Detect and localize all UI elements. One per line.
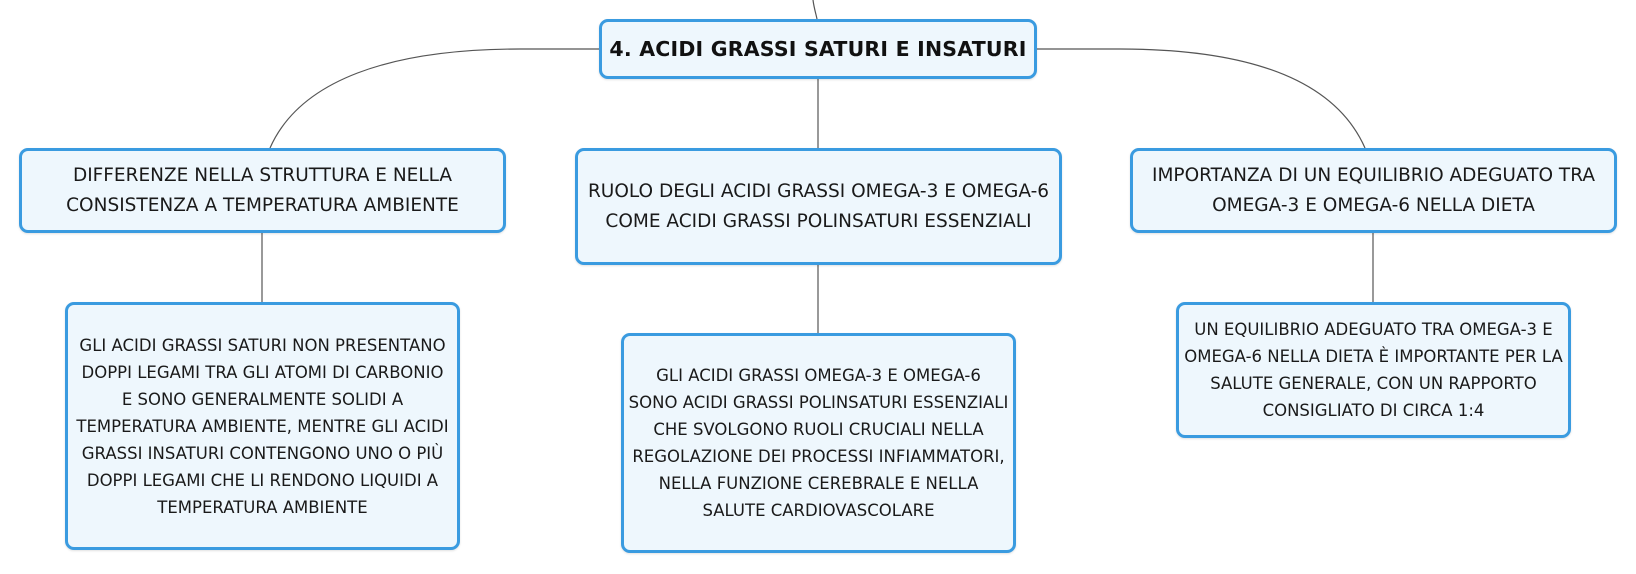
detail-node-omega-balance[interactable]	[1176, 302, 1571, 438]
subtopic-node-structure-differences[interactable]	[19, 148, 506, 233]
connector-root-to-branch-1	[270, 49, 599, 148]
detail-text: GLI ACIDI GRASSI SATURI NON PRESENTANO DOPPI LEGAMI TRA GLI ATOMI DI CARBONIO E SONO GENERALMENTE SOLIDI A TEMPERATURA AMBIENTE, MENTRE GLI ACIDI GRASSI INSATURI CONTENGONO UNO O PIÙ DOPPI LEGAMI CHE LI RENDONO LIQUIDI A TEMPERATURA AMBIENTE	[76, 335, 449, 517]
subtopic-label: IMPORTANZA DI UN EQUILIBRIO ADEGUATO TRA OMEGA-3 E OMEGA-6 NELLA DIETA	[1152, 164, 1595, 216]
detail-node-structure-differences[interactable]	[65, 302, 460, 550]
root-topic-label: 4. ACIDI GRASSI SATURI E INSATURI	[609, 37, 1027, 61]
root-topic-node[interactable]	[599, 19, 1037, 79]
detail-text: GLI ACIDI GRASSI OMEGA-3 E OMEGA-6 SONO ACIDI GRASSI POLINSATURI ESSENZIALI CHE SVOLGONO RUOLI CRUCIALI NELLA REGOLAZIONE DEI PROCESSI INFIAMMATORI, NELLA FUNZIONE CEREBRALE E NELLA SALUTE CARDIOVASCOLARE	[628, 366, 1009, 520]
connector-parent-to-root	[813, 0, 817, 19]
detail-node-omega-role[interactable]	[621, 333, 1016, 553]
subtopic-node-omega-role[interactable]	[575, 148, 1062, 265]
detail-text: UN EQUILIBRIO ADEGUATO TRA OMEGA-3 E OMEGA-6 NELLA DIETA È IMPORTANTE PER LA SALUTE GENERALE, CON UN RAPPORTO CONSIGLIATO DI CIRCA 1:4	[1184, 320, 1563, 420]
connector-root-to-branch-3	[1037, 49, 1365, 148]
subtopic-node-omega-balance[interactable]	[1130, 148, 1617, 233]
subtopic-label: DIFFERENZE NELLA STRUTTURA E NELLA CONSISTENZA A TEMPERATURA AMBIENTE	[66, 164, 459, 216]
subtopic-label: RUOLO DEGLI ACIDI GRASSI OMEGA-3 E OMEGA-6 COME ACIDI GRASSI POLINSATURI ESSENZIALI	[587, 180, 1050, 232]
